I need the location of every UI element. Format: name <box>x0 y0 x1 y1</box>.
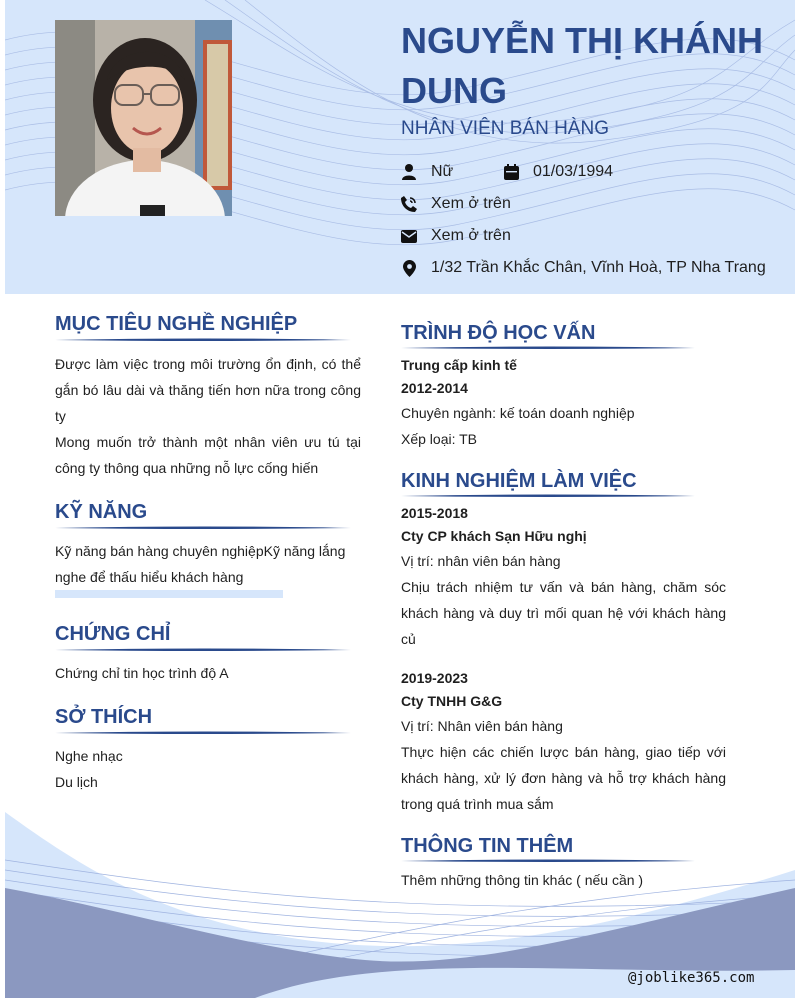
birthday-value: 01/03/1994 <box>533 163 614 180</box>
envelope-icon <box>401 228 417 244</box>
skill-level-bar <box>55 590 283 598</box>
job-position: Vị trí: nhân viên bán hàng <box>401 553 561 569</box>
education-heading: TRÌNH ĐỘ HỌC VẤN <box>401 322 596 344</box>
objective-heading: MỤC TIÊU NGHỀ NGHIỆP <box>55 313 298 335</box>
education-major: Chuyên ngành: kế toán doanh nghiệp <box>401 405 635 421</box>
skills-text: Kỹ năng bán hàng chuyên nghiệpKỹ năng lắng nghe để thấu hiểu khách hàng <box>55 543 346 585</box>
calendar-icon <box>503 164 519 180</box>
profile-photo <box>55 20 232 216</box>
job-years: 2019-2023 <box>401 670 468 686</box>
user-icon <box>401 164 417 180</box>
additional-info-heading: THÔNG TIN THÊM <box>401 835 574 857</box>
phone-icon <box>401 196 417 212</box>
job-description: Chịu trách nhiệm tư vấn và bán hàng, chăm sóc khách hàng và duy trì mối quan hệ với khách hàng củ <box>401 579 726 647</box>
education-school: Trung cấp kinh tế <box>401 357 517 373</box>
gender-value: Nữ <box>431 163 454 180</box>
experience-underline <box>401 493 695 499</box>
gender-row <box>401 161 453 183</box>
objective-underline <box>55 337 351 343</box>
address-row <box>401 257 766 279</box>
hobbies-underline <box>55 730 351 736</box>
objective-text-1: Được làm việc trong môi trường ổn định, có thể gắn bó lâu dài và thăng tiến hơn nữa trong công ty <box>55 356 361 424</box>
certificates-heading: CHỨNG CHỈ <box>55 623 171 645</box>
phone-value: Xem ở trên <box>431 195 511 212</box>
watermark: @joblike365.com <box>628 970 755 986</box>
resume-page <box>5 0 795 998</box>
job-company: Cty TNHH G&G <box>401 693 503 709</box>
phone-row <box>401 193 511 215</box>
additional-info-text: Thêm những thông tin khác ( nếu cần ) <box>401 872 644 888</box>
email-row <box>401 225 511 247</box>
job-years: 2015-2018 <box>401 505 468 521</box>
header <box>5 0 795 294</box>
hobbies-heading: SỞ THÍCH <box>55 706 153 728</box>
certificates-underline <box>55 647 351 653</box>
additional-info-underline <box>401 858 695 864</box>
objective-text-2: Mong muốn trở thành một nhân viên ưu tú tại công ty thông qua những nỗ lực cống hiến <box>55 434 361 476</box>
certificate-item: Chứng chỉ tin học trình độ A <box>55 665 229 681</box>
email-value: Xem ở trên <box>431 227 511 244</box>
education-grade: Xếp loại: TB <box>401 431 478 447</box>
address-value: 1/32 Trần Khắc Chân, Vĩnh Hoà, TP Nha Trang <box>431 259 766 276</box>
birthday-row <box>503 161 613 183</box>
hobby-item: Nghe nhạc <box>55 748 123 764</box>
education-underline <box>401 345 695 351</box>
experience-heading: KINH NGHIỆM LÀM VIỆC <box>401 470 637 492</box>
candidate-name: NGUYỄN THỊ KHÁNH DUNG <box>401 20 764 111</box>
hobby-item: Du lịch <box>55 774 98 790</box>
job-title: NHÂN VIÊN BÁN HÀNG <box>401 118 609 139</box>
job-description: Thực hiện các chiến lược bán hàng, giao tiếp với khách hàng, xử lý đơn hàng và hỗ trợ khách hàng trong quá trình mua sắm <box>401 744 726 812</box>
location-pin-icon <box>401 260 417 276</box>
footer-wave-decoration <box>5 800 795 998</box>
job-company: Cty CP khách Sạn Hữu nghị <box>401 528 587 544</box>
skills-heading: KỸ NĂNG <box>55 501 148 523</box>
education-years: 2012-2014 <box>401 380 468 396</box>
job-position: Vị trí: Nhân viên bán hàng <box>401 718 563 734</box>
skills-underline <box>55 525 351 531</box>
